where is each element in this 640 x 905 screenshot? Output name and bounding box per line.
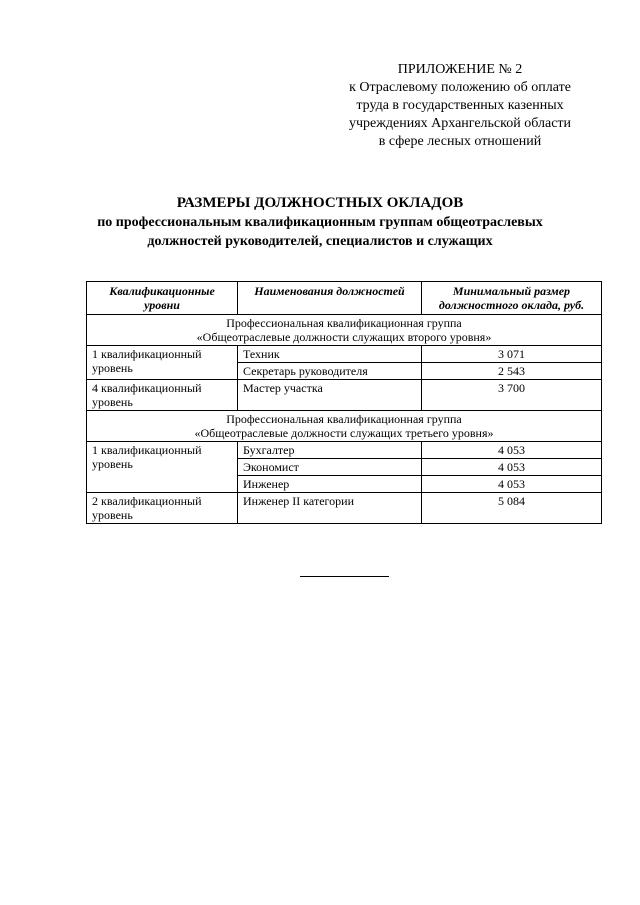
- salary-cell: 3 700: [422, 380, 602, 411]
- group-row: [87, 411, 602, 442]
- appendix-line: к Отраслевому положению об оплате: [349, 80, 571, 95]
- salary-cell: 3 071: [422, 346, 602, 363]
- title-subtitle: по профессиональным квалификационным группам общеотраслевых: [97, 215, 543, 230]
- position-cell: Инженер II категории: [238, 493, 422, 524]
- position-cell: Инженер: [238, 476, 422, 493]
- appendix-number: ПРИЛОЖЕНИЕ № 2: [397, 62, 523, 77]
- group-title-line: «Общеотраслевые должности служащих второго уровня»: [196, 330, 492, 344]
- table-row: [87, 380, 602, 411]
- position-cell: Мастер участка: [238, 380, 422, 411]
- title-main: РАЗМЕРЫ ДОЛЖНОСТНЫХ ОКЛАДОВ: [176, 195, 464, 211]
- appendix-header: [322, 61, 598, 151]
- salary-cell: 4 053: [422, 476, 602, 493]
- level-cell: 2 квалификационный уровень: [87, 493, 238, 524]
- appendix-line: в сфере лесных отношений: [378, 134, 542, 149]
- position-cell: Экономист: [238, 459, 422, 476]
- appendix-line: труда в государственных казенных: [356, 98, 564, 113]
- position-cell: Техник: [238, 346, 422, 363]
- position-cell: Бухгалтер: [238, 442, 422, 459]
- group-title-line: Профессиональная квалификационная группа: [226, 412, 462, 426]
- end-divider: [300, 576, 389, 577]
- title-subtitle: должностей руководителей, специалистов и служащих: [147, 234, 493, 249]
- group-title-line: Профессиональная квалификационная группа: [226, 316, 462, 330]
- salary-cell: 5 084: [422, 493, 602, 524]
- salary-cell: 4 053: [422, 442, 602, 459]
- document-title: [60, 194, 580, 251]
- level-cell: 1 квалификационный уровень: [87, 346, 238, 380]
- table-header-row: [87, 282, 602, 315]
- salary-cell: 4 053: [422, 459, 602, 476]
- header-positions: Наименования должностей: [238, 282, 422, 315]
- level-cell: 4 квалификационный уровень: [87, 380, 238, 411]
- group-title: [87, 315, 602, 346]
- group-row: [87, 315, 602, 346]
- salary-table: [86, 281, 602, 524]
- group-title-line: «Общеотраслевые должности служащих третьего уровня»: [194, 426, 494, 440]
- appendix-line: учреждениях Архангельской области: [348, 116, 572, 131]
- table-row: [87, 493, 602, 524]
- level-cell: 1 квалификационный уровень: [87, 442, 238, 493]
- position-cell: Секретарь руководителя: [238, 363, 422, 380]
- header-salary: Минимальный размер должностного оклада, руб.: [422, 282, 602, 315]
- group-title: [87, 411, 602, 442]
- table-row: [87, 346, 602, 363]
- header-levels: Квалификационные уровни: [87, 282, 238, 315]
- salary-cell: 2 543: [422, 363, 602, 380]
- table-row: [87, 442, 602, 459]
